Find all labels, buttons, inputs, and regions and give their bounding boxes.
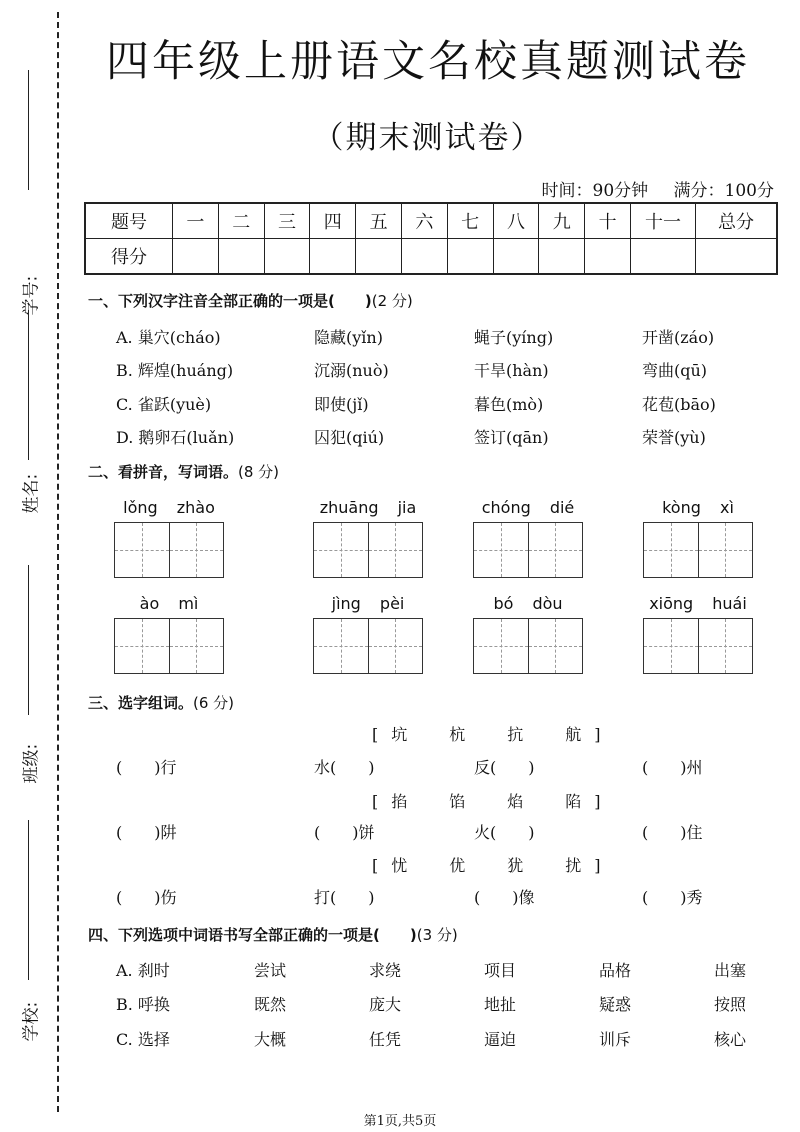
- score-header-cell: 七: [447, 203, 493, 239]
- q3-points: (6 分): [193, 694, 235, 712]
- q4-option-c-word: 大概: [254, 1030, 287, 1049]
- fill-item[interactable]: ( )州: [642, 758, 703, 777]
- fill-item[interactable]: ( )伤: [116, 888, 177, 907]
- score-header-cell: 四: [310, 203, 356, 239]
- fill-item[interactable]: ( )饼: [314, 823, 375, 842]
- fill-item[interactable]: ( )秀: [642, 888, 703, 907]
- writing-grid[interactable]: [643, 522, 753, 578]
- score-input-cell[interactable]: [585, 239, 631, 275]
- q1-option-a-item: 开凿(záo): [642, 328, 715, 347]
- score-table: [84, 202, 778, 275]
- student-number-label: 学号:: [21, 275, 42, 316]
- q1-title: 一、下列汉字注音全部正确的一项是( ): [88, 292, 372, 310]
- school-line: [28, 820, 29, 980]
- score-input-cell[interactable]: [218, 239, 264, 275]
- q1-option-c-item: 即使(jǐ): [314, 395, 369, 414]
- fill-item[interactable]: ( )住: [642, 823, 703, 842]
- page-footer: 第1页,共5页: [363, 1114, 437, 1129]
- score-input-cell[interactable]: [173, 239, 219, 275]
- score-header-cell: 五: [356, 203, 402, 239]
- score-input-cell[interactable]: [356, 239, 402, 275]
- q4-option-a-word: 出塞: [714, 961, 747, 980]
- q1-option-a-item: 隐藏(yǐn): [314, 328, 383, 347]
- score-header-cell: 六: [401, 203, 447, 239]
- pinyin-label: bó dòu: [493, 594, 563, 613]
- score-input-cell[interactable]: [310, 239, 356, 275]
- q1-option-c-item: 暮色(mò): [474, 395, 544, 414]
- q4-option-b-word: 庞大: [369, 995, 402, 1014]
- q1-option-d-item: D. 鹅卵石(luǎn): [116, 428, 235, 447]
- writing-grid[interactable]: [313, 618, 423, 674]
- q1-option-d-item: 囚犯(qiú): [314, 428, 385, 447]
- q1-option-b-item: 沉溺(nuò): [314, 361, 389, 380]
- q1-option-d-item: 荣誉(yù): [642, 428, 706, 447]
- score-header-cell: 八: [493, 203, 539, 239]
- cut-line: [57, 12, 59, 1112]
- score-table-header-row: [85, 203, 777, 239]
- score-table-score-row: [85, 239, 777, 275]
- score-header-cell: 二: [218, 203, 264, 239]
- student-number-line: [28, 70, 29, 190]
- q4-points: (3 分): [416, 926, 458, 944]
- class-line: [28, 565, 29, 715]
- score-header-cell: 十一: [631, 203, 696, 239]
- q4-option-b-word: 地扯: [484, 995, 517, 1014]
- q4-option-a-word: A. 刹时: [116, 961, 170, 980]
- q2-heading: [88, 461, 279, 482]
- q4-option-c-word: 训斥: [599, 1030, 632, 1049]
- score-header-cell: 一: [173, 203, 219, 239]
- fill-item[interactable]: 反( ): [474, 758, 535, 777]
- writing-grid[interactable]: [114, 618, 224, 674]
- pinyin-label: ào mì: [139, 594, 199, 613]
- char-choices: [坑 杭 抗 航]: [372, 725, 614, 744]
- q2-points: (8 分): [238, 463, 280, 481]
- exam-full-score: 满分：100分: [673, 181, 774, 201]
- q1-option-c-item: 花苞(bāo): [642, 395, 716, 414]
- score-header-cell: 十: [585, 203, 631, 239]
- pinyin-label: lǒng zhào: [123, 498, 215, 517]
- q1-option-b-item: B. 辉煌(huáng): [116, 361, 234, 380]
- fill-item[interactable]: ( )阱: [116, 823, 177, 842]
- score-input-cell[interactable]: [264, 239, 310, 275]
- q1-points: (2 分): [371, 292, 413, 310]
- pinyin-label: jìng pèi: [331, 594, 405, 613]
- page-title: 四年级上册语文名校真题测试卷: [106, 37, 750, 87]
- fill-item[interactable]: ( )像: [474, 888, 535, 907]
- q4-option-c-word: 核心: [714, 1030, 747, 1049]
- name-line: [28, 310, 29, 460]
- score-input-cell[interactable]: [696, 239, 778, 275]
- page-subtitle: （期末测试卷）: [312, 120, 544, 156]
- fill-item[interactable]: ( )行: [116, 758, 177, 777]
- pinyin-label: kòng xì: [662, 498, 734, 517]
- writing-grid[interactable]: [643, 618, 753, 674]
- score-header-cell: 九: [539, 203, 585, 239]
- q4-title: 四、下列选项中词语书写全部正确的一项是( ): [88, 926, 417, 944]
- char-choices: [忧 优 犹 扰]: [372, 856, 614, 875]
- school-label: 学校:: [21, 1001, 42, 1042]
- score-header-cell: 题号: [85, 203, 173, 239]
- q4-option-b-word: 既然: [254, 995, 287, 1014]
- score-input-cell[interactable]: [401, 239, 447, 275]
- writing-grid[interactable]: [473, 618, 583, 674]
- q4-option-a-word: 尝试: [254, 961, 287, 980]
- q4-heading: [88, 924, 458, 945]
- q4-option-c-word: 逼迫: [484, 1030, 517, 1049]
- q2-title: 二、看拼音，写词语。: [88, 463, 239, 481]
- q4-option-b-word: B. 呼换: [116, 995, 170, 1014]
- q1-option-d-item: 签订(qān): [474, 428, 549, 447]
- q1-option-b-item: 弯曲(qū): [642, 361, 708, 380]
- pinyin-label: chóng dié: [481, 498, 575, 517]
- score-input-cell[interactable]: [447, 239, 493, 275]
- fill-item[interactable]: 水( ): [314, 758, 375, 777]
- fill-item[interactable]: 打( ): [314, 888, 375, 907]
- score-row-label: 得分: [85, 239, 173, 275]
- score-input-cell[interactable]: [493, 239, 539, 275]
- q1-option-a-item: 蝇子(yíng): [474, 328, 554, 347]
- q3-title: 三、选字组词。: [88, 694, 194, 712]
- writing-grid[interactable]: [473, 522, 583, 578]
- binding-margin: [0, 0, 62, 1132]
- q4-option-a-word: 项目: [484, 961, 517, 980]
- class-label: 班级:: [21, 743, 42, 784]
- q4-option-c-word: 任凭: [369, 1030, 402, 1049]
- q1-option-b-item: 干旱(hàn): [474, 361, 549, 380]
- exam-time: 时间：90分钟: [541, 181, 649, 201]
- q4-option-c-word: C. 选择: [116, 1030, 170, 1049]
- writing-grid[interactable]: [313, 522, 423, 578]
- q3-heading: [88, 692, 234, 713]
- name-label: 姓名:: [21, 473, 42, 514]
- q4-option-a-word: 品格: [599, 961, 632, 980]
- fill-item[interactable]: 火( ): [474, 823, 535, 842]
- score-input-cell[interactable]: [539, 239, 585, 275]
- score-header-cell: 总分: [696, 203, 778, 239]
- writing-grid[interactable]: [114, 522, 224, 578]
- score-input-cell[interactable]: [631, 239, 696, 275]
- pinyin-label: zhuāng jia: [319, 498, 417, 517]
- q4-option-b-word: 疑惑: [599, 995, 632, 1014]
- q1-heading: [88, 290, 413, 311]
- pinyin-label: xiōng huái: [649, 594, 747, 613]
- exam-meta: [526, 176, 775, 201]
- char-choices: [掐 馅 焰 陷]: [372, 792, 614, 811]
- q4-option-b-word: 按照: [714, 995, 747, 1014]
- q1-option-a-item: A. 巢穴(cháo): [116, 328, 221, 347]
- q4-option-a-word: 求绕: [369, 961, 402, 980]
- q1-option-c-item: C. 雀跃(yuè): [116, 395, 212, 414]
- score-header-cell: 三: [264, 203, 310, 239]
